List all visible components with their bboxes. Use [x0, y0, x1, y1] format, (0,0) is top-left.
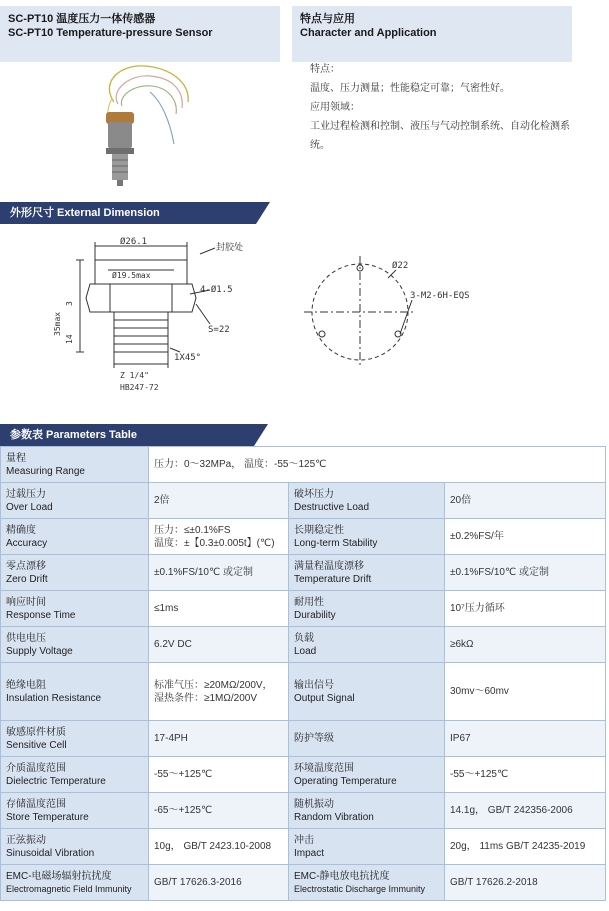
param-label: 长期稳定性 Long-term Stability — [289, 519, 445, 555]
features-label: 特点： — [310, 64, 340, 75]
table-row — [1, 793, 606, 829]
param-value: 压力：≤±0.1%FS 温度：±【0.3±0.005t】(℃) — [149, 519, 289, 555]
param-label: 敏感原件材质 Sensitive Cell — [1, 721, 149, 757]
param-value: 2倍 — [149, 483, 289, 519]
param-label: 供电电压 Supply Voltage — [1, 627, 149, 663]
param-value: 压力：0～32MPa， 温度：-55～125℃ — [149, 447, 606, 483]
param-value: 20g， 11ms GB/T 24235-2019 — [445, 829, 606, 865]
product-title-cn: SC-PT10 温度压力一体传感器 — [8, 13, 156, 25]
param-value: -55～+125℃ — [445, 757, 606, 793]
param-value: ±0.2%FS/年 — [445, 519, 606, 555]
features-body: 温度、压力测量；性能稳定可靠；气密性好。 — [310, 83, 510, 94]
param-value: 20倍 — [445, 483, 606, 519]
dim-outer-diameter: Ø26.1 — [120, 237, 148, 247]
application-label: 应用领域： — [310, 102, 360, 113]
side-view-drawing — [50, 232, 290, 414]
param-label: 耐用性 Durability — [289, 591, 445, 627]
param-value: GB/T 17626.3-2016 — [149, 865, 289, 901]
param-value: 10⁷压力循环 — [445, 591, 606, 627]
dim-chamfer: 1X45° — [174, 353, 202, 363]
param-value: ≥6kΩ — [445, 627, 606, 663]
param-value: -55～+125℃ — [149, 757, 289, 793]
param-label: 量程 Measuring Range — [1, 447, 149, 483]
param-label: 正弦振动 Sinusoidal Vibration — [1, 829, 149, 865]
parameters-table — [0, 446, 606, 901]
param-label: 负载 Load — [289, 627, 445, 663]
features-title-en: Character and Application — [300, 27, 437, 39]
dim-top-diameter: Ø22 — [392, 261, 409, 271]
param-value: 10g， GB/T 2423.10-2008 — [149, 829, 289, 865]
dim-seal-note: 封胶处 — [216, 243, 244, 253]
param-value: -65～+125℃ — [149, 793, 289, 829]
table-row — [1, 829, 606, 865]
param-value: 14.1g， GB/T 242356-2006 — [445, 793, 606, 829]
features-title-box — [292, 6, 572, 62]
param-label: 响应时间 Response Time — [1, 591, 149, 627]
dim-wrench-size: S=22 — [208, 325, 230, 335]
param-value: 30mv～60mv — [445, 663, 606, 721]
param-label: 破坏压力 Destructive Load — [289, 483, 445, 519]
table-row — [1, 483, 606, 519]
param-label: 随机振动 Random Vibration — [289, 793, 445, 829]
table-row — [1, 757, 606, 793]
table-row — [1, 721, 606, 757]
param-label: 环境温度范围 Operating Temperature — [289, 757, 445, 793]
param-label: 零点漂移 Zero Drift — [1, 555, 149, 591]
param-value: ±0.1%FS/10℃ 或定制 — [445, 555, 606, 591]
param-label: 冲击 Impact — [289, 829, 445, 865]
table-row — [1, 591, 606, 627]
param-value: GB/T 17626.2-2018 — [445, 865, 606, 901]
param-value: IP67 — [445, 721, 606, 757]
dim-inner-diameter: Ø19.5max — [112, 271, 151, 280]
section-external-dimension: 外形尺寸 External Dimension — [0, 202, 256, 224]
dim-screw-holes: 3-M2-6H-EQS — [410, 291, 470, 301]
dim-height-total: 35max — [53, 311, 62, 336]
param-label: 过载压力 Over Load — [1, 483, 149, 519]
param-value: ≤1ms — [149, 591, 289, 627]
table-row — [1, 519, 606, 555]
application-body: 工业过程检测和控制、液压与气动控制系统、自动化检测系统。 — [310, 121, 570, 151]
table-row — [1, 627, 606, 663]
param-label: 绝缘电阻 Insulation Resistance — [1, 663, 149, 721]
param-label: 满量程温度漂移 Temperature Drift — [289, 555, 445, 591]
param-label: 存储温度范围 Store Temperature — [1, 793, 149, 829]
table-row — [1, 447, 606, 483]
table-row — [1, 663, 606, 721]
param-label: 输出信号 Output Signal — [289, 663, 445, 721]
dim-holes: 4-Ø1.5 — [200, 285, 233, 295]
table-row — [1, 555, 606, 591]
section-parameters-table: 参数表 Parameters Table — [0, 424, 254, 446]
param-value: ±0.1%FS/10℃ 或定制 — [149, 555, 289, 591]
dim-height-hex: 3 — [65, 301, 74, 306]
product-title-en: SC-PT10 Temperature-pressure Sensor — [8, 27, 213, 39]
product-title-box — [0, 6, 280, 62]
dim-thread: Z 1/4" — [120, 371, 149, 380]
features-text — [310, 60, 580, 155]
table-row — [1, 865, 606, 901]
param-value: 标准气压：≥20MΩ/200V， 湿热条件：≥1MΩ/200V — [149, 663, 289, 721]
param-label: 精确度 Accuracy — [1, 519, 149, 555]
features-title-cn: 特点与应用 — [300, 13, 355, 25]
top-view-drawing — [300, 252, 500, 382]
param-label: 防护等级 — [289, 721, 445, 757]
param-label: EMC-电磁场辐射抗扰度 Electromagnetic Field Immunity — [1, 865, 149, 901]
param-label: EMC-静电放电抗扰度 Electrostatic Discharge Immunity — [289, 865, 445, 901]
dim-drawing-code: HB247-72 — [120, 383, 159, 392]
param-value: 6.2V DC — [149, 627, 289, 663]
dim-height-thread: 14 — [65, 334, 74, 344]
param-label: 介质温度范围 Dielectric Temperature — [1, 757, 149, 793]
param-value: 17-4PH — [149, 721, 289, 757]
sensor-photo — [90, 62, 210, 202]
